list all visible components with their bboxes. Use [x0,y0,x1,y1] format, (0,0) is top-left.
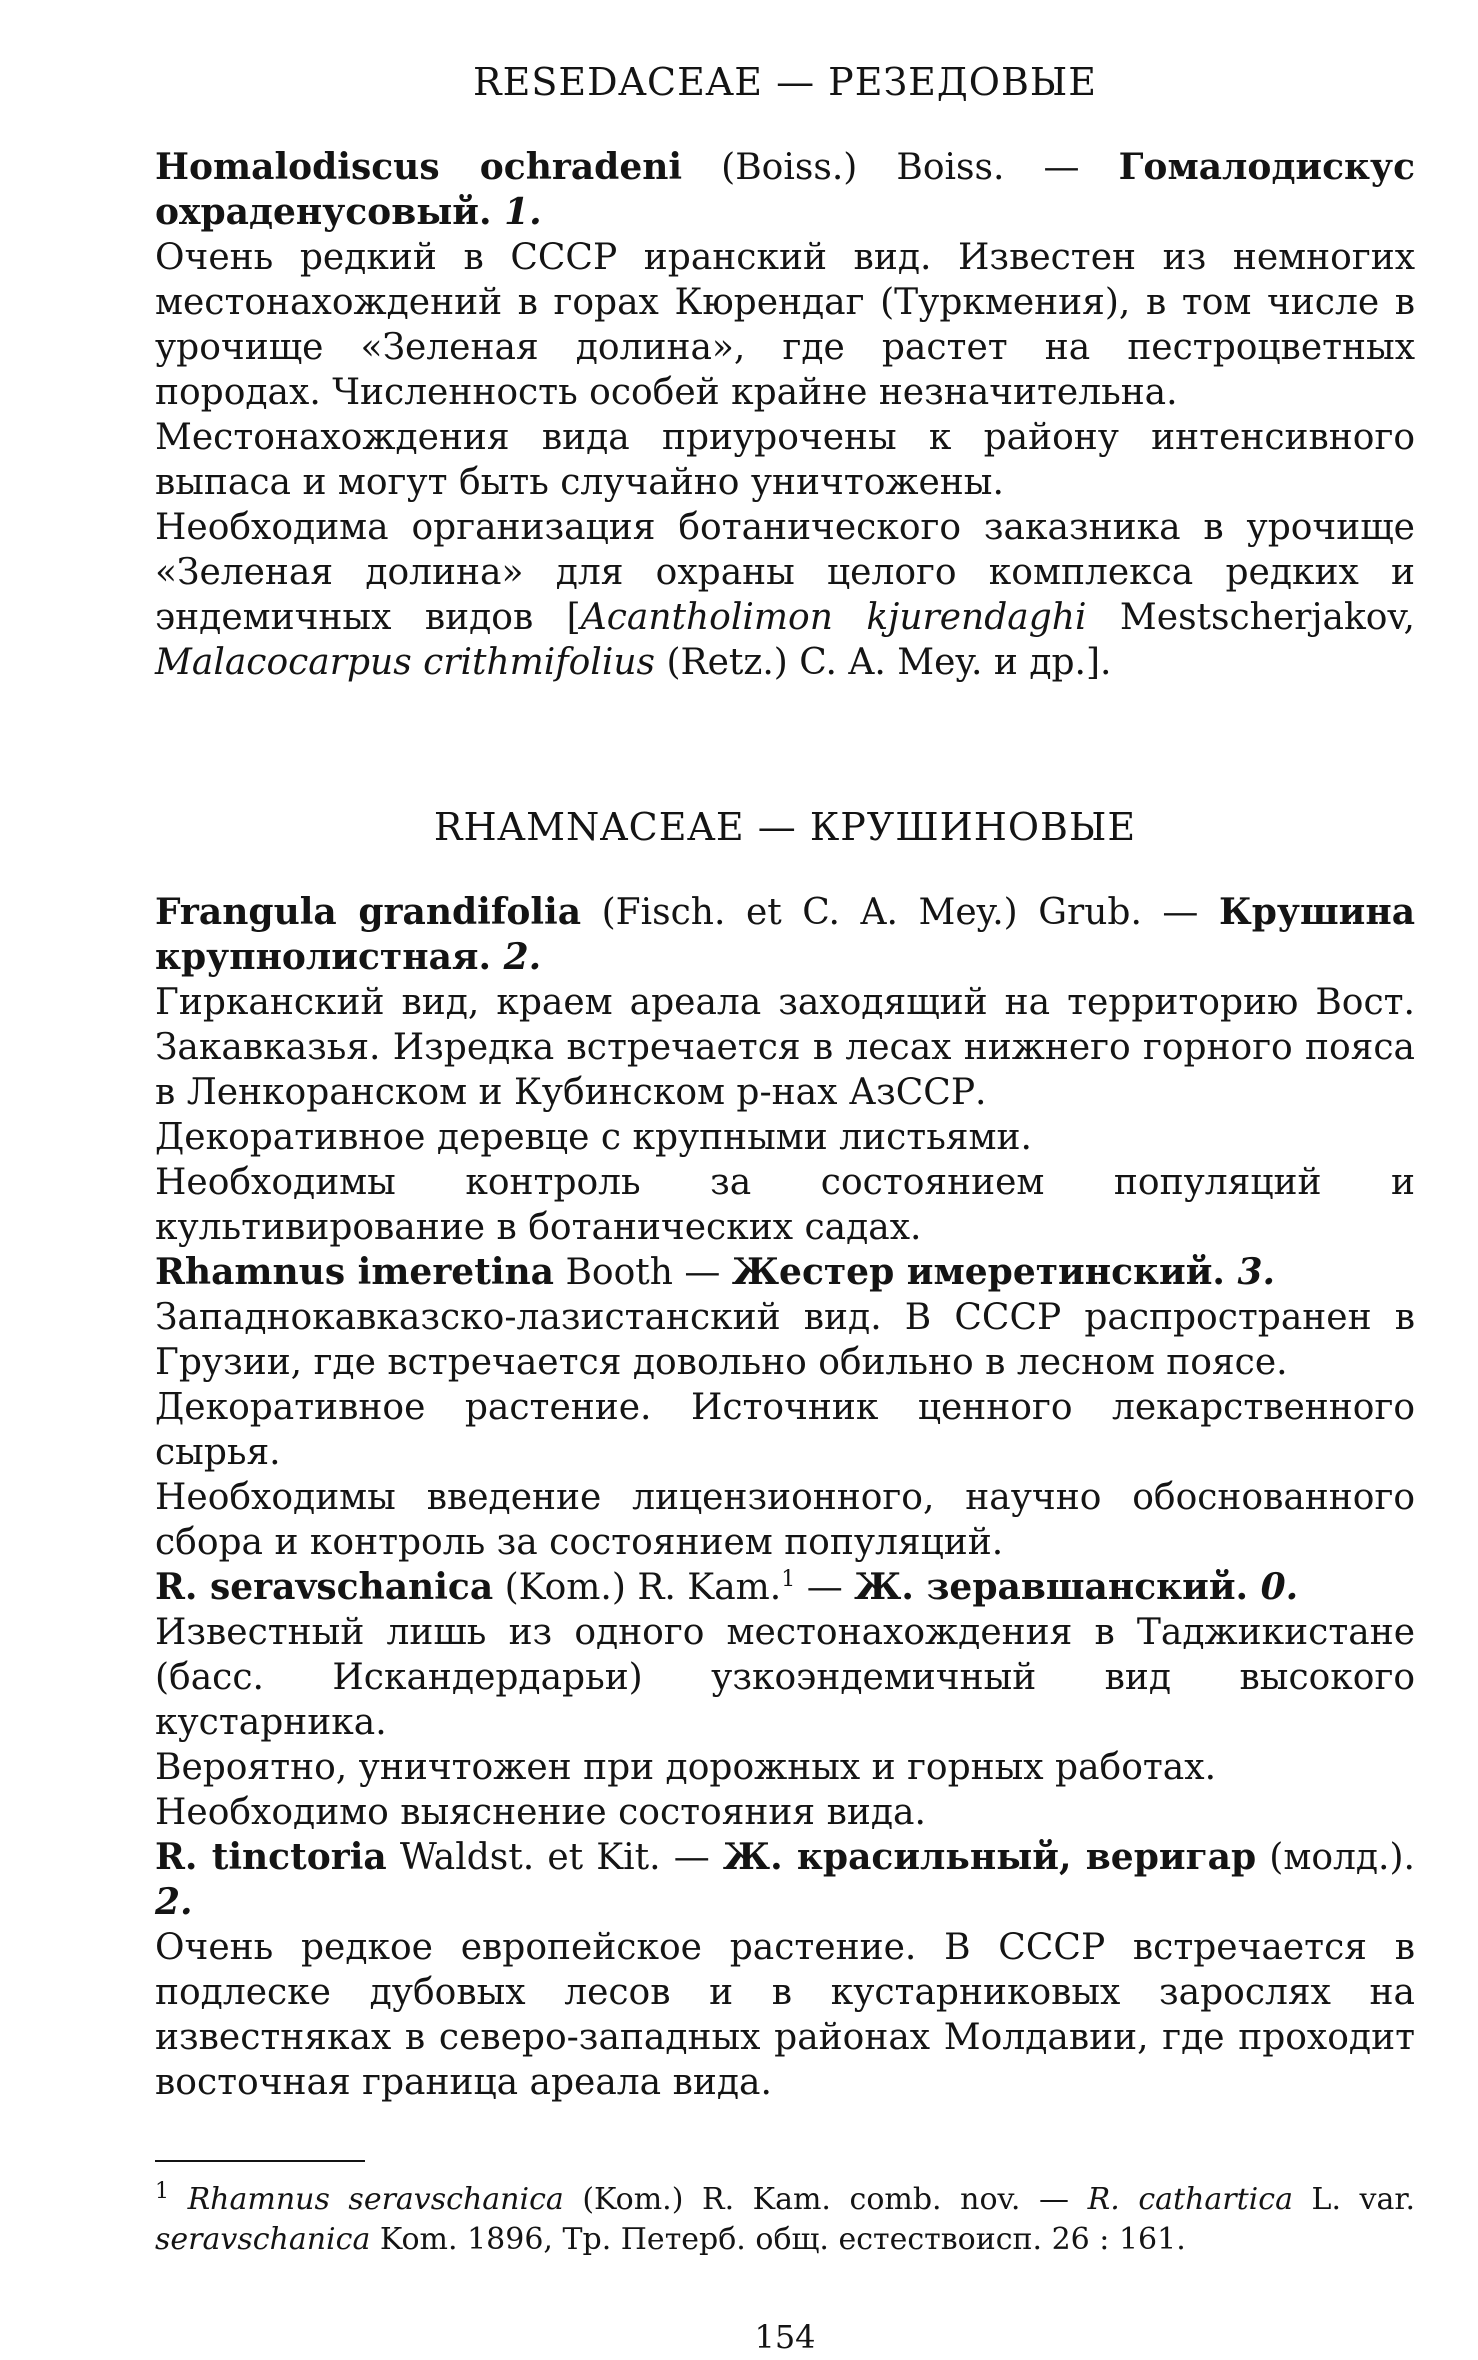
footnote-text: Kom. 1896, Тр. Петерб. общ. естествоисп. 26 : 161. [370,2222,1186,2257]
footnote-text: L. var. [1292,2182,1415,2217]
dash: — [795,1567,855,1608]
rarity-category: 3. [1237,1251,1276,1293]
common-name: Крушина крупнолистная. [155,891,1416,978]
common-name: Ж. красильный, веригар [722,1836,1257,1878]
common-name: Гомалодискус охраденусовый. [155,146,1416,233]
species-entry-rhamnus-imeretina [155,1250,1415,1565]
species-heading [155,890,1415,980]
paragraph: Очень редкое европейское растение. В СССР встречается в подлеске дубовых лесов и в кустарниковых зарослях на известняках в северо-западных районах Молдавии, где проходит восточная граница ареала вида. [155,1927,1415,2103]
paragraph: Необходимы контроль за состоянием популяций и культивирование в ботанических садах. [155,1162,1415,1248]
paragraph: Известный лишь из одного местонахождения в Таджикистане (басс. Искандердарьи) узкоэндемичный вид высокого кустарника. [155,1612,1415,1743]
page-number: 154 [754,2318,816,2356]
section-title-resedaceae: RESEDACEAE — РЕЗЕДОВЫЕ [472,60,1097,104]
species-entry-frangula [155,890,1415,1250]
species-italic: Malacocarpus crithmifolius [155,642,655,683]
species-name: Rhamnus imeretina [155,1251,555,1293]
species-authority: (Fisch. et C. A. Mey.) Grub. — [581,892,1219,933]
footnote-italic: Rhamnus seravschanica [187,2182,564,2217]
species-entry-homalodiscus [155,145,1415,685]
section-title-rhamnaceae: RHAMNACEAE — КРУШИНОВЫЕ [433,805,1137,849]
footnote-italic: seravschanica [155,2222,371,2257]
species-entry-rhamnus-tinctoria [155,1835,1415,2105]
paragraph: Западнокавказско-лазистанский вид. В СССР распространен в Грузии, где встречается довольно обильно в лесном поясе. [155,1297,1415,1383]
paragraph: Вероятно, уничтожен при дорожных и горных работах. [155,1747,1217,1788]
paragraph: Гирканский вид, краем ареала заходящий на территорию Вост. Закавказья. Изредка встречается в лесах нижнего горного пояса в Ленкоранском и Кубинском р-нах АзССР. [155,982,1415,1113]
page [155,60,1415,2360]
language-note: (молд.). [1256,1837,1415,1878]
footnote-divider [155,2160,365,2162]
text-run: Необходима организация ботанического заказника в урочище «Зеленая долина» для охраны целого комплекса редких и эндемичных видов [ [155,507,1415,638]
species-heading [155,1835,1415,1925]
common-name: Жестер имеретинский. [731,1251,1238,1293]
rarity-category: 2. [155,1881,193,1923]
species-name: Homalodiscus ochradeni [155,146,683,188]
species-name: Frangula grandifolia [155,891,582,933]
paragraph: Местонахождения вида приурочены к району интенсивного выпаса и могут быть случайно уничтожены. [155,417,1415,503]
paragraph: Необходимо выяснение состояния вида. [155,1792,926,1833]
species-heading [155,145,1415,235]
footnote-marker[interactable]: 1 [781,1567,796,1592]
text-run: (Retz.) C. A. Mey. и др.]. [655,642,1112,683]
rarity-category: 0. [1260,1566,1299,1608]
paragraph [155,505,1415,685]
common-name: Ж. зеравшанский. [854,1566,1261,1608]
species-name: R. tinctoria [155,1836,387,1878]
footnote-text: (Kom.) R. Kam. comb. nov. — [563,2182,1088,2217]
species-italic: Acantholimon kjurendaghi [580,597,1087,638]
rarity-category: 1. [504,191,542,233]
species-heading [155,1250,1415,1295]
species-entry-rhamnus-seravschanica [155,1565,1415,1835]
footnote [155,2180,1415,2260]
rarity-category: 2. [503,936,542,978]
paragraph: Очень редкий в СССР иранский вид. Известен из немногих местонахождений в горах Кюрендаг (Туркмения), в том числе в урочище «Зеленая долина», где растет на пестроцветных породах. Численность особей крайне незначительна. [155,237,1415,413]
species-name: R. seravschanica [155,1566,494,1608]
paragraph: Декоративное деревце с крупными листьями. [155,1117,1032,1158]
paragraph: Необходимы введение лицензионного, научно обоснованного сбора и контроль за состоянием популяций. [155,1477,1415,1563]
footnote-number: 1 [155,2179,169,2204]
species-heading [155,1565,1415,1610]
species-authority: (Kom.) R. Kam. [493,1567,782,1608]
species-authority: Waldst. et Kit. — [386,1837,723,1878]
text-run: Mestscherjakov, [1086,597,1415,638]
paragraph: Декоративное растение. Источник ценного лекарственного сырья. [155,1387,1415,1473]
species-authority: Booth — [554,1252,732,1293]
footnote-italic: R. cathartica [1087,2182,1293,2217]
species-authority: (Boiss.) Boiss. — [682,147,1119,188]
